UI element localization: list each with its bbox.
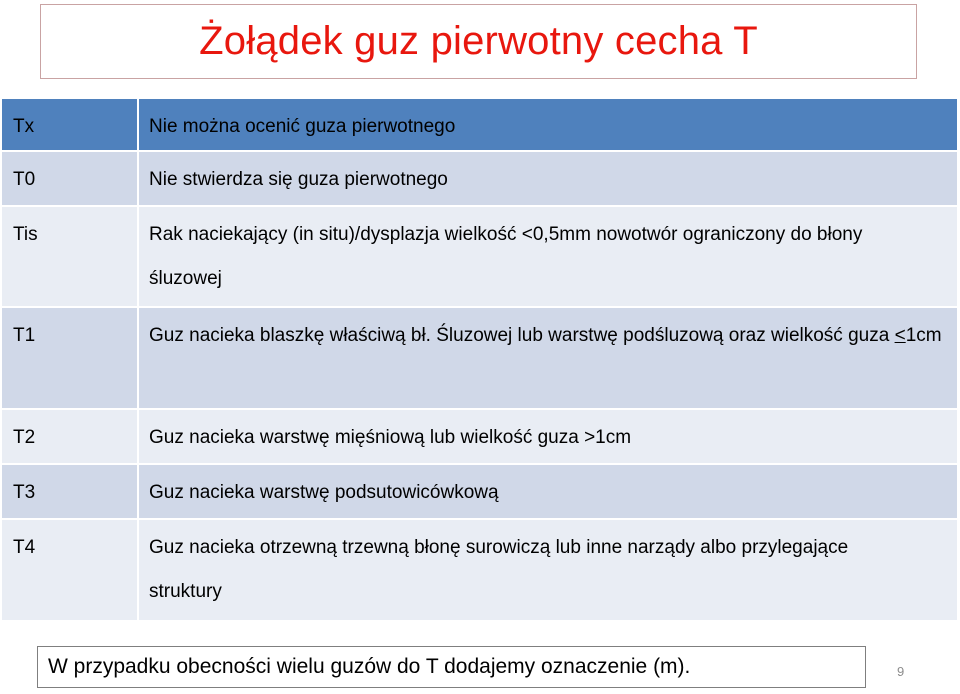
table-row bbox=[1, 206, 958, 307]
page-number: 9 bbox=[897, 664, 905, 679]
t-stage-table bbox=[0, 97, 959, 622]
description-cell: Guz nacieka blaszkę właściwą bł. Śluzowej lub warstwę podśluzową oraz wielkość guza <1cm bbox=[138, 307, 958, 409]
stage-cell: Tx bbox=[1, 98, 138, 151]
stage-cell: T1 bbox=[1, 307, 138, 409]
stage-cell: T4 bbox=[1, 519, 138, 621]
description-cell: Guz nacieka otrzewną trzewną błonę surowiczą lub inne narządy albo przylegające struktury bbox=[138, 519, 958, 621]
table-row bbox=[1, 307, 958, 409]
title-box bbox=[40, 4, 917, 79]
description-cell: Guz nacieka warstwę mięśniową lub wielkość guza >1cm bbox=[138, 409, 958, 464]
slide-title: Żołądek guz pierwotny cecha T bbox=[199, 19, 758, 63]
footer-note: W przypadku obecności wielu guzów do T dodajemy oznaczenie (m). bbox=[48, 655, 691, 678]
description-cell: Rak naciekający (in situ)/dysplazja wielkość <0,5mm nowotwór ograniczony do błony śluzowej bbox=[138, 206, 958, 307]
stage-cell: T0 bbox=[1, 151, 138, 206]
stage-cell: T3 bbox=[1, 464, 138, 519]
footer-note-box bbox=[37, 646, 866, 688]
description-cell: Nie można ocenić guza pierwotnego bbox=[138, 98, 958, 151]
table-row bbox=[1, 519, 958, 621]
stage-cell: T2 bbox=[1, 409, 138, 464]
stage-cell: Tis bbox=[1, 206, 138, 307]
description-cell: Nie stwierdza się guza pierwotnego bbox=[138, 151, 958, 206]
description-cell: Guz nacieka warstwę podsutowicówkową bbox=[138, 464, 958, 519]
